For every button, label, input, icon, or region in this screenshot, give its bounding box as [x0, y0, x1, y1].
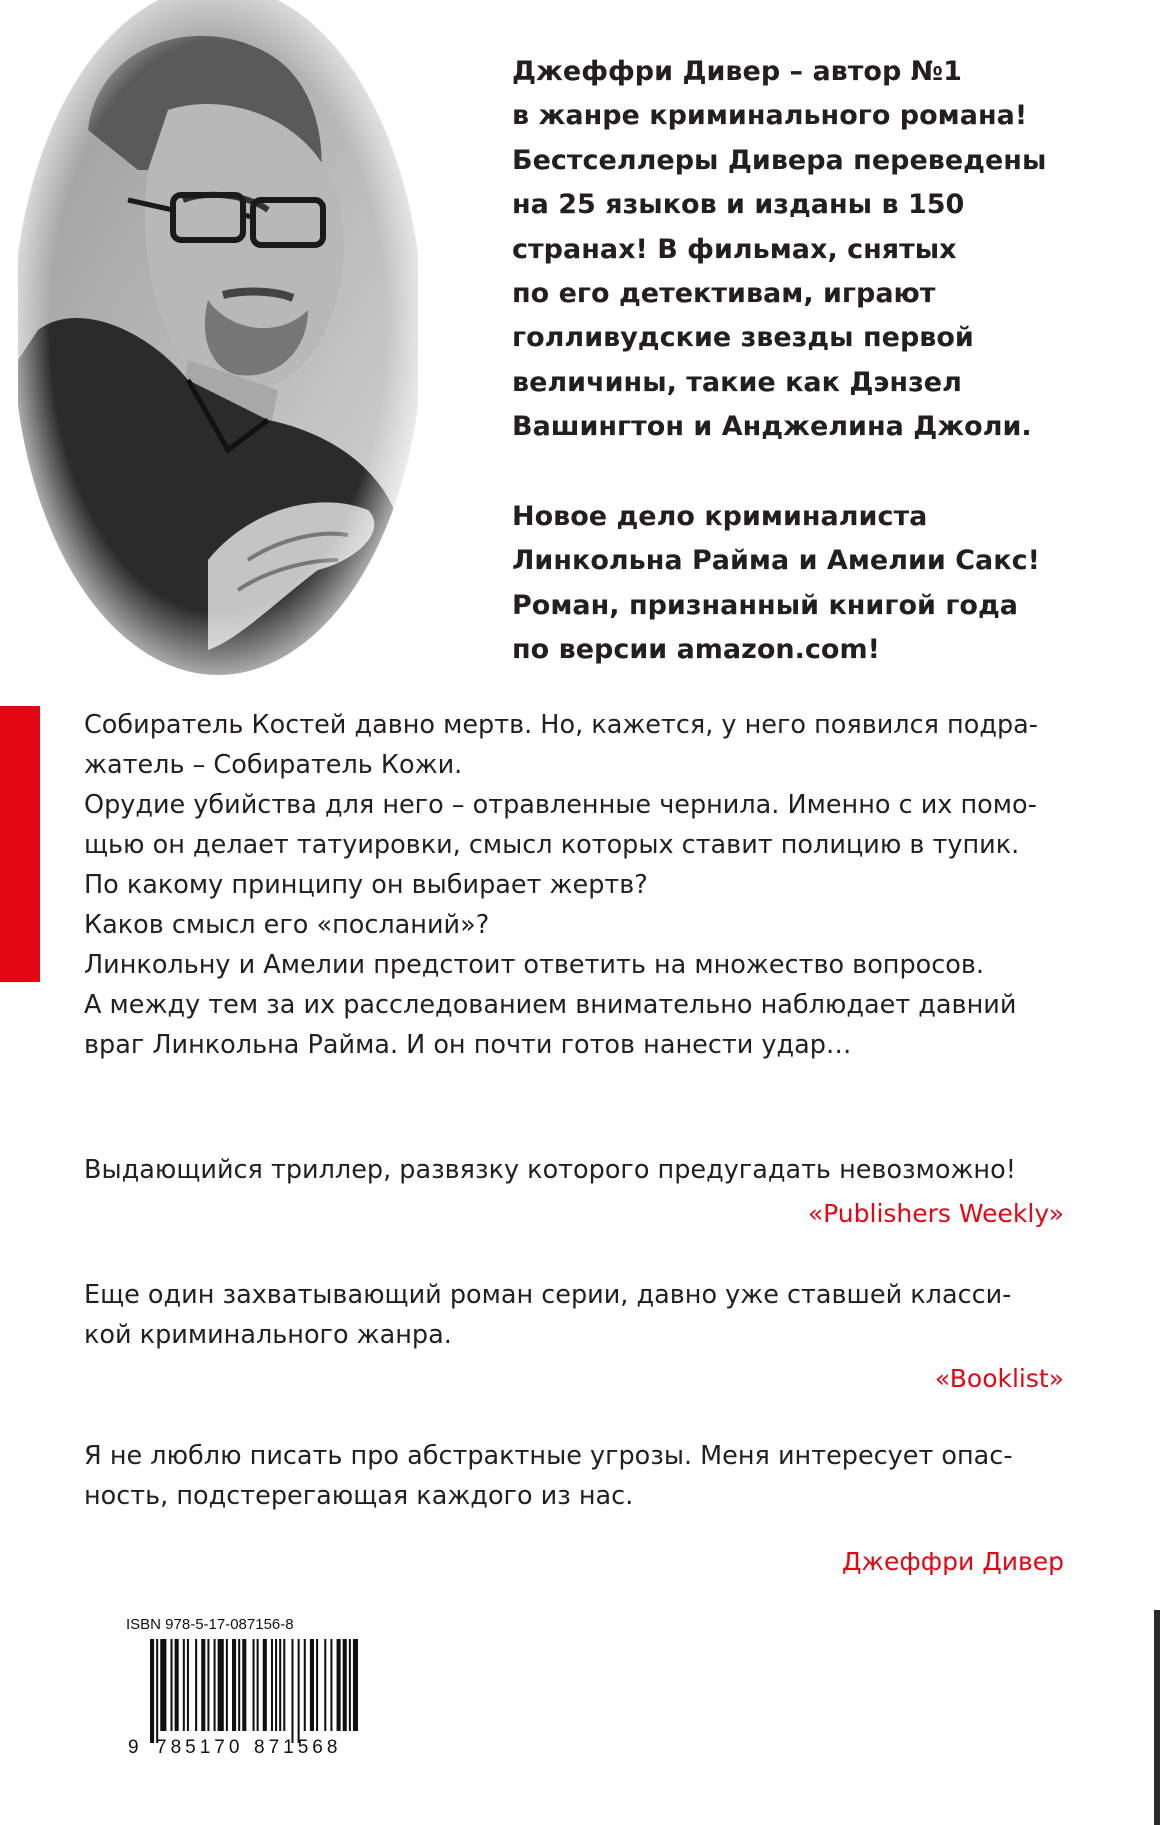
author-blurb: [512, 50, 1152, 450]
barcode-digit-prefix: 9: [128, 1737, 139, 1757]
synopsis-line: Линкольну и Амелии предстоит ответить на множество вопросов.: [84, 950, 985, 980]
barcode-digits-left: 785170: [156, 1737, 244, 1757]
synopsis-line: Собиратель Костей давно мертв. Но, кажется, у него появился подра-: [84, 710, 1038, 740]
author-blurb-line: величины, такие как Дэнзел: [512, 366, 962, 398]
barcode-bar: [160, 1639, 166, 1731]
review-quote: [84, 1150, 1064, 1234]
synopsis-line: По какому принципу он выбирает жертв?: [84, 870, 648, 900]
barcode-bar: [226, 1639, 228, 1731]
author-blurb-line: Вашингтон и Анджелина Джоли.: [512, 411, 1032, 443]
author-blurb-line: на 25 языков и изданы в 150: [512, 189, 965, 221]
barcode-bar: [214, 1639, 216, 1731]
author-blurb-line: голливудские звезды первой: [512, 322, 974, 354]
barcode-bar: [201, 1639, 205, 1731]
review-quote: [84, 1275, 1064, 1399]
barcode-bar: [187, 1639, 189, 1731]
barcode-bar: [218, 1639, 224, 1731]
author-signature: Джеффри Дивер: [841, 1547, 1064, 1576]
barcode-bar: [207, 1639, 209, 1731]
review-source: «Booklist»: [934, 1364, 1064, 1393]
barcode-bar: [238, 1639, 240, 1731]
author-quote-line: Я не люблю писать про абстрактные угрозы. Меня интересует опас-: [84, 1441, 1013, 1471]
barcode-bar: [271, 1639, 273, 1731]
author-photo: [18, 0, 418, 680]
novel-blurb-line: по версии amazon.com!: [512, 634, 880, 666]
novel-blurb: [512, 495, 1152, 673]
barcode-digits-right: 871568: [254, 1737, 342, 1757]
author-blurb-line: странах! В фильмах, снятых: [512, 233, 957, 265]
author-quote: [84, 1436, 1064, 1582]
barcode-bar: [175, 1639, 179, 1731]
red-accent-bar: [0, 706, 40, 982]
barcode-bar: [304, 1639, 306, 1731]
author-quote-line: ность, подстерегающая каждого из нас.: [84, 1481, 634, 1511]
author-blurb-line: Джеффри Дивер – автор №1: [512, 56, 962, 87]
barcode-bar: [242, 1639, 246, 1731]
synopsis-line: Каков смысл его «посланий»?: [84, 910, 490, 940]
isbn-block: [126, 1616, 358, 1757]
barcode-bar: [283, 1639, 285, 1731]
barcode: [126, 1639, 358, 1757]
barcode-bar: [291, 1639, 293, 1743]
barcode-bar: [263, 1639, 267, 1731]
novel-blurb-line: Новое дело криминалиста: [512, 501, 928, 532]
barcode-bar: [337, 1639, 341, 1731]
author-blurb-line: по его детективам, играют: [512, 278, 936, 310]
barcode-bar: [330, 1639, 332, 1731]
synopsis-line: Орудие убийства для него – отравленные чернила. Именно с их помо-: [84, 790, 1037, 820]
author-blurb-line: Бестселлеры Дивера переведены: [512, 144, 1047, 176]
synopsis-line: щью он делает татуировки, смысл которых ставит полицию в тупик.: [84, 830, 1020, 860]
barcode-bar: [171, 1639, 173, 1731]
novel-blurb-line: Роман, признанный книгой года: [512, 589, 1018, 621]
barcode-bar: [232, 1639, 236, 1731]
synopsis-line: А между тем за их расследованием внимательно наблюдает давний: [84, 990, 1017, 1020]
barcode-bar: [349, 1639, 351, 1731]
isbn-label: ISBN 978-5-17-087156-8: [126, 1616, 294, 1633]
review-quote-line: Выдающийся триллер, развязку которого предугадать невозможно!: [84, 1155, 1016, 1185]
barcode-bar: [353, 1639, 358, 1731]
barcode-bar: [279, 1639, 281, 1731]
review-source: «Publishers Weekly»: [807, 1199, 1064, 1228]
barcode-bar: [316, 1639, 318, 1731]
barcode-bar: [195, 1639, 197, 1731]
barcode-bar: [253, 1639, 255, 1731]
novel-blurb-line: Линкольна Райма и Амелии Сакс!: [512, 545, 1040, 577]
synopsis: [84, 705, 1064, 1065]
barcode-bar: [298, 1639, 300, 1743]
barcode-bar: [343, 1639, 347, 1731]
barcode-bar: [324, 1639, 326, 1731]
review-quote-line: Еще один захватывающий роман серии, давно уже ставшей класси-: [84, 1280, 1012, 1310]
barcode-bar: [183, 1639, 185, 1731]
barcode-bars: [150, 1639, 358, 1743]
page-edge-shadow: [1154, 1610, 1160, 1825]
barcode-bar: [150, 1639, 154, 1743]
barcode-bar: [156, 1639, 158, 1743]
review-quote-line: кой криминального жанра.: [84, 1320, 452, 1350]
synopsis-line: жатель – Собиратель Кожи.: [84, 750, 463, 780]
author-blurb-line: в жанре криминального романа!: [512, 100, 1028, 132]
barcode-bar: [310, 1639, 314, 1731]
barcode-bar: [275, 1639, 277, 1731]
barcode-bar: [257, 1639, 259, 1731]
synopsis-line: враг Линкольна Райма. И он почти готов нанести удар…: [84, 1030, 852, 1060]
